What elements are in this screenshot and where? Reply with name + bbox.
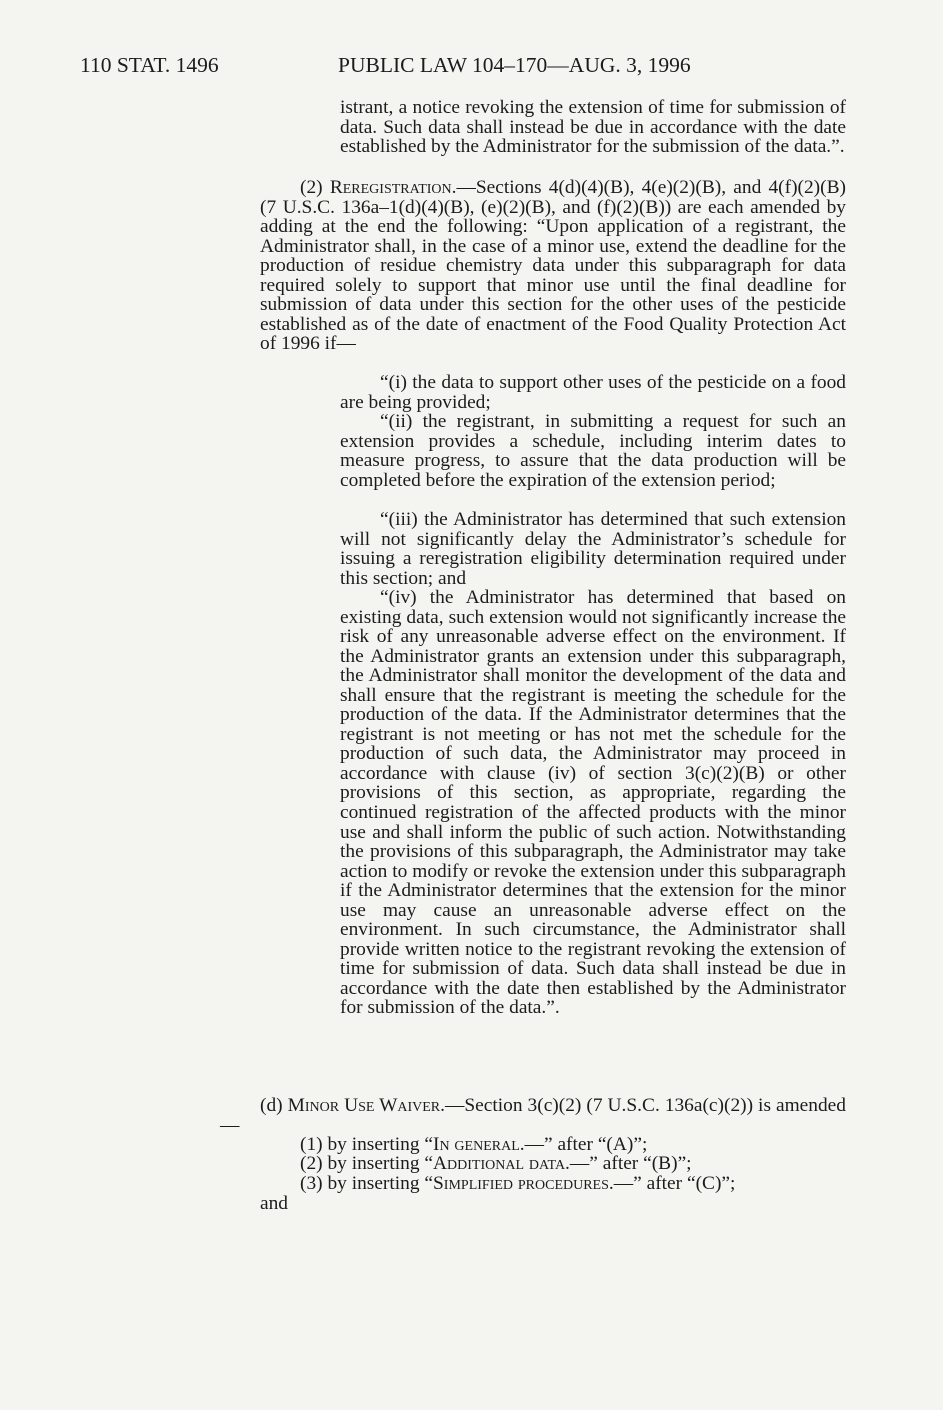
public-law-title: PUBLIC LAW 104–170—AUG. 3, 1996 <box>338 53 691 77</box>
paragraph-continuation: istrant, a notice revoking the extension of time for submission of data. Such data shall instead be due in accordance with the date established by the Administrator for the submission of the data.”. <box>340 97 846 158</box>
clause-i: “(i) the data to support other uses of the pesticide on a food are being provided; <box>340 372 846 413</box>
statute-page-number: 110 STAT. 1496 <box>80 53 219 77</box>
item-3-continuation: and <box>260 1193 288 1214</box>
clause-ii: “(ii) the registrant, in submitting a request for such an extension provides a schedule, including interim dates to measure progress, to assure that the data production will be completed before the expiration of the extension period; <box>340 411 846 491</box>
item-3: (3) by inserting “Simplified procedures.—” after “(C)”; <box>300 1173 736 1194</box>
paragraph-heading: Reregistration. <box>329 177 457 198</box>
paragraph-minor-use-waiver <box>220 1096 846 1135</box>
paragraph-text: —Section 3(c)(2) (7 U.S.C. 136a(c)(2)) is amended— <box>220 1095 846 1136</box>
paragraph-text: —Sections 4(d)(4)(B), 4(e)(2)(B), and 4(f)(2)(B) (7 U.S.C. 136a–1(d)(4)(B), (e)(2)(B), and (f)(2)(B)) are each amended by adding at the end the following: “Upon application of a registrant, the Administrator shall, in the case of a minor use, extend the deadline for the production of residue chemistry data under this subparagraph for data required solely to support that minor use until the final deadline for submission of data under this section for the other uses of the pesticide established as of the date of enactment of the Food Quality Protection Act of 1996 if— <box>260 177 846 355</box>
page-header <box>80 50 847 80</box>
paragraph-heading: Minor Use Waiver. <box>287 1095 445 1116</box>
item-2: (2) by inserting “Additional data.—” after “(B)”; <box>300 1153 692 1174</box>
paragraph-number: (2) <box>300 177 323 198</box>
clause-iv: “(iv) the Administrator has determined that based on existing data, such extension would not significantly increase the risk of any unreasonable adverse effect on the environment. If the Administrator grants an extension under this subparagraph, the Administrator shall monitor the development of the data and shall ensure that the registrant is meeting the schedule for the production of the data. If the Administrator determines that the registrant is not meeting or has not met the schedule for the production of such data, the Administrator may proceed in accordance with clause (iv) of section 3(c)(2)(B) or other provisions of this section, as appropriate, regarding the continued registration of the affected products with the minor use and shall inform the public of such action. Notwithstanding the provisions of this subparagraph, the Administrator may take action to modify or revoke the extension under this subparagraph if the Administrator determines that the extension for the minor use may cause an unreasonable adverse effect on the environment. In such circumstance, the Administrator shall provide written notice to the registrant revoking the extension of time for submission of data. Such data shall instead be due in accordance with the date then established by the Administrator for submission of the data.”. <box>340 587 846 1019</box>
paragraph-number: (d) <box>260 1095 283 1116</box>
paragraph-reregistration <box>260 178 846 354</box>
clause-iii: “(iii) the Administrator has determined that such extension will not significantly delay the Administrator’s schedule for issuing a reregistration eligibility determination required under this section; and <box>340 509 846 589</box>
item-1: (1) by inserting “In general.—” after “(A)”; <box>300 1134 648 1155</box>
